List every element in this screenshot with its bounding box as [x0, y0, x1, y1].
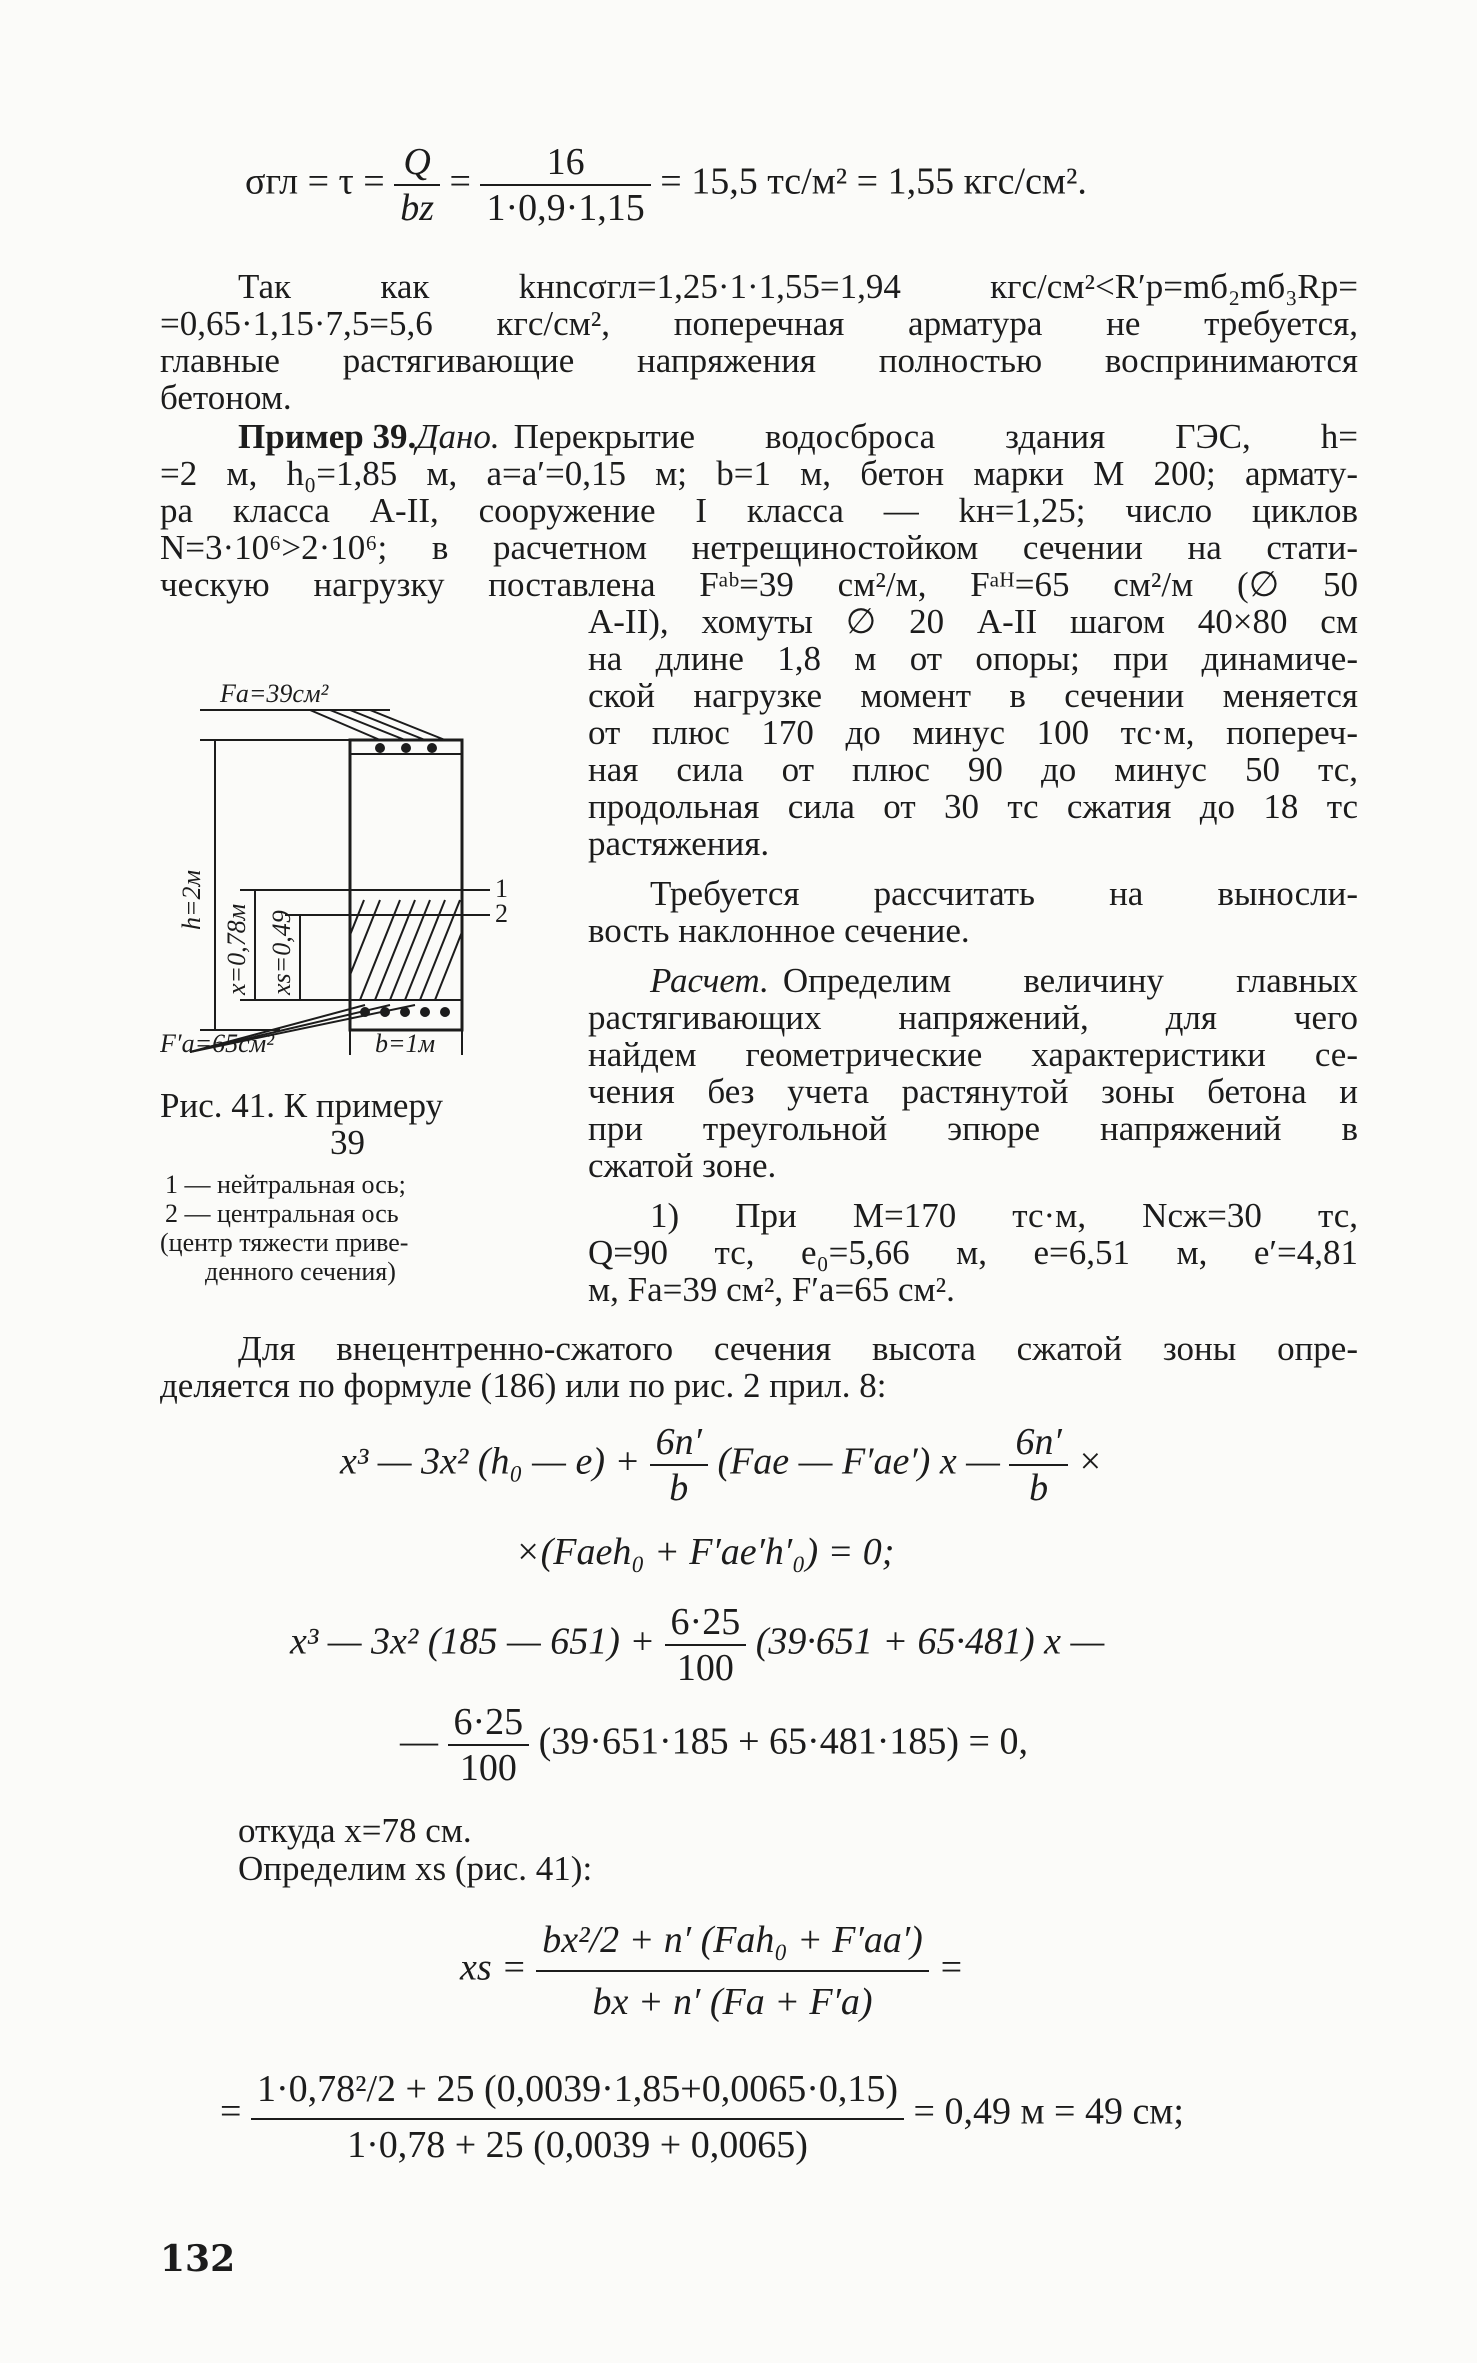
formula-text: (39·651·185 + 65·481·185) = 0,	[538, 1720, 1028, 1763]
figure-caption-title: Рис. 41. К примеру	[160, 1086, 444, 1125]
figure-legend-line: 1 — нейтральная ось;	[165, 1170, 406, 1199]
paragraph-line: бетоном.	[160, 378, 292, 417]
define-line: Определим xs (рис. 41):	[238, 1849, 593, 1888]
formula-text: x³ — 3x² (h₀ — e) +	[340, 1440, 641, 1483]
formula-xs-numeric	[220, 2060, 1184, 2170]
denominator: bx + n′ (Fа + F′а)	[592, 1981, 873, 2023]
given-label: Дано.	[416, 417, 500, 456]
formula-text: σгл = τ =	[245, 160, 385, 203]
denominator: b	[669, 1467, 689, 1509]
numerator: 6·25	[665, 1600, 747, 1646]
formula-text: = 0,49 м = 49 см;	[913, 2090, 1184, 2133]
figure-41-section-diagram	[160, 660, 570, 1060]
fraction	[480, 140, 650, 230]
right-col-line: продольная сила от 30 тс сжатия до 18 тс	[588, 787, 1358, 826]
formula-text: ×	[1077, 1440, 1103, 1483]
case-line: м, Fа=39 см², F′а=65 см².	[588, 1270, 955, 1309]
figure-legend-line: 2 — центральная ось	[165, 1199, 399, 1228]
numerator: 6·25	[448, 1700, 530, 1746]
calc-first-line	[650, 962, 1358, 999]
fraction	[536, 1910, 928, 2032]
figure-legend-line: (центр тяжести приве-	[160, 1228, 409, 1257]
label-h: h=2м	[177, 869, 206, 930]
formula-cubic-numeric-line2	[400, 1700, 1028, 1790]
numerator: 6n′	[650, 1420, 708, 1466]
formula-xs	[460, 1910, 964, 2032]
numerator: 16	[480, 140, 650, 186]
fraction	[650, 1420, 708, 1510]
right-col-line: ная сила от плюс 90 до минус 50 тс,	[588, 750, 1358, 789]
calc-line: Определим величину главных	[782, 961, 1358, 1000]
denominator: 100	[459, 1747, 517, 1789]
figure-legend-line: денного сечения)	[205, 1257, 396, 1286]
example-line: Перекрытие водосброса здания ГЭС, h=	[513, 417, 1358, 456]
calc-line: при треугольной эпюре напряжений в	[588, 1109, 1358, 1148]
calc-label: Расчет.	[650, 961, 769, 1000]
fraction	[665, 1600, 747, 1690]
denominator: b	[1029, 1467, 1049, 1509]
case-line: 1) При M=170 тс·м, Nсж=30 тс,	[650, 1196, 1358, 1235]
label-neutral-axis-1: 1	[495, 874, 508, 903]
case-line: Q=90 тс, e₀=5,66 м, e=6,51 м, e′=4,81	[588, 1233, 1358, 1272]
required-line: вость наклонное сечение.	[588, 911, 970, 950]
example-header	[238, 418, 1358, 455]
example-line: ческую нагрузку поставлена Fᵃᵇ=39 см²/м, Fᵃᴴ=65 см²/м (∅ 50	[160, 565, 1358, 604]
right-col-line: ской нагрузке момент в сечении меняется	[588, 676, 1358, 715]
formula-cubic-general-line2: ×(Fаeh₀ + F′аe′h′₀) = 0;	[515, 1531, 895, 1573]
paragraph-line: главные растягивающие напряжения полностью воспринимаются	[160, 341, 1358, 380]
label-fa-top: Fa=39см²	[220, 679, 329, 708]
denominator: 1·0,9·1,15	[486, 187, 645, 229]
paragraph-line: Для внецентренно-сжатого сечения высота сжатой зоны опре-	[238, 1329, 1358, 1368]
denominator: 100	[676, 1647, 734, 1689]
formula-text: (Fаe — F′аe′) x —	[717, 1440, 1000, 1483]
formula-principal-stress	[245, 140, 1087, 230]
calc-line: найдем геометрические характеристики се-	[588, 1035, 1358, 1074]
formula-text: =	[220, 2090, 242, 2133]
numerator: Q	[394, 140, 440, 186]
denominator: 1·0,78 + 25 (0,0039 + 0,0065)	[347, 2124, 808, 2166]
formula-cubic-numeric	[290, 1600, 1104, 1690]
numerator: 1·0,78²/2 + 25 (0,0039·1,85+0,0065·0,15)	[251, 2060, 904, 2120]
formula-text: = 15,5 тс/м² = 1,55 кгс/см².	[660, 160, 1087, 203]
numerator: bx²/2 + n′ (Fаh₀ + F′аa′)	[536, 1910, 928, 1972]
formula-text: =	[938, 1946, 964, 1989]
calc-line: растягивающих напряжений, для чего	[588, 998, 1358, 1037]
figure-caption-number: 39	[330, 1123, 365, 1162]
example-label: Пример 39.	[238, 417, 417, 456]
paragraph-line: Так как kнnсσгл=1,25·1·1,55=1,94 кгс/см²<R′р=mб₂mб₃Rр=	[238, 267, 1358, 306]
calc-line: сжатой зоне.	[588, 1146, 777, 1185]
fraction	[251, 2060, 904, 2170]
label-central-axis-2: 2	[495, 899, 508, 928]
right-col-line: на длине 1,8 м от опоры; при динамиче-	[588, 639, 1358, 678]
denominator: bz	[400, 187, 435, 229]
right-col-line: растяжения.	[588, 824, 770, 863]
fraction	[448, 1700, 530, 1790]
paragraph-line: =0,65·1,15·7,5=5,6 кгс/см², поперечная арматура не требуется,	[160, 304, 1358, 343]
label-x: x=0,78м	[222, 903, 251, 995]
example-line: ра класса А-II, сооружение I класса — kн=1,25; число циклов	[160, 491, 1358, 530]
required-line: Требуется рассчитать на выносли-	[650, 874, 1358, 913]
formula-text: —	[400, 1720, 438, 1763]
paragraph-line: деляется по формуле (186) или по рис. 2 прил. 8:	[160, 1366, 887, 1405]
result-line: откуда x=78 см.	[238, 1811, 472, 1850]
formula-cubic-general	[340, 1420, 1103, 1510]
label-b: b=1м	[375, 1029, 436, 1058]
top-rebar	[375, 743, 437, 753]
fraction	[1009, 1420, 1067, 1510]
fraction	[394, 140, 440, 230]
section-outline	[350, 740, 462, 1030]
page-number: 132	[160, 2238, 236, 2280]
numerator: 6n′	[1009, 1420, 1067, 1466]
example-line: N=3·10⁶>2·10⁶; в расчетном нетрещиностойком сечении на стати-	[160, 528, 1358, 567]
right-col-line: А-II), хомуты ∅ 20 А-II шагом 40×80 см	[588, 602, 1358, 641]
formula-text: xs =	[460, 1946, 527, 1989]
calc-line: чения без учета растянутой зоны бетона и	[588, 1072, 1358, 1111]
right-col-line: от плюс 170 до минус 100 тс·м, попереч-	[588, 713, 1358, 752]
example-line: =2 м, h₀=1,85 м, a=a′=0,15 м; b=1 м, бетон марки М 200; армату-	[160, 454, 1358, 493]
formula-text: (39·651 + 65·481) x —	[755, 1620, 1105, 1663]
label-fa-bottom: F′a=65см²	[160, 1029, 275, 1058]
label-xs: xs=0,49	[267, 910, 296, 995]
formula-text: =	[449, 160, 471, 203]
formula-text: x³ — 3x² (185 — 651) +	[290, 1620, 656, 1663]
